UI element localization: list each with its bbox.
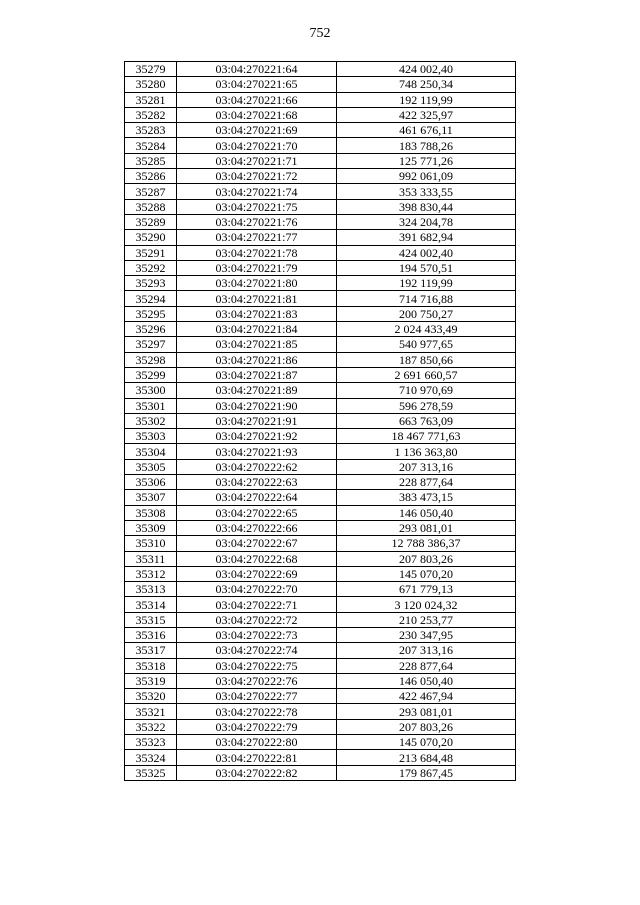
row-number-cell: 35322 (125, 719, 177, 734)
cadastral-number-cell: 03:04:270222:80 (177, 735, 337, 750)
cadastral-number-cell: 03:04:270222:63 (177, 475, 337, 490)
row-number-cell: 35298 (125, 352, 177, 367)
value-cell: 146 050,40 (337, 505, 516, 520)
cadastral-number-cell: 03:04:270221:87 (177, 367, 337, 382)
table-row (125, 62, 516, 77)
row-number-cell: 35316 (125, 627, 177, 642)
value-cell: 18 467 771,63 (337, 429, 516, 444)
cadastral-number-cell: 03:04:270221:66 (177, 92, 337, 107)
table-row (125, 750, 516, 765)
cadastral-number-cell: 03:04:270221:79 (177, 260, 337, 275)
cadastral-number-cell: 03:04:270221:64 (177, 62, 337, 77)
row-number-cell: 35317 (125, 643, 177, 658)
table-row (125, 184, 516, 199)
cadastral-number-cell: 03:04:270222:81 (177, 750, 337, 765)
cadastral-number-cell: 03:04:270222:68 (177, 551, 337, 566)
table-row (125, 413, 516, 428)
row-number-cell: 35297 (125, 337, 177, 352)
row-number-cell: 35292 (125, 260, 177, 275)
row-number-cell: 35325 (125, 765, 177, 780)
value-cell: 230 347,95 (337, 627, 516, 642)
cadastral-number-cell: 03:04:270221:71 (177, 153, 337, 168)
cadastral-number-cell: 03:04:270221:91 (177, 413, 337, 428)
value-cell: 353 333,55 (337, 184, 516, 199)
cadastral-number-cell: 03:04:270222:70 (177, 582, 337, 597)
cadastral-number-cell: 03:04:270221:86 (177, 352, 337, 367)
table-row (125, 612, 516, 627)
table-row (125, 153, 516, 168)
cadastral-number-cell: 03:04:270221:65 (177, 77, 337, 92)
cadastral-number-cell: 03:04:270222:71 (177, 597, 337, 612)
value-cell: 992 061,09 (337, 169, 516, 184)
cadastral-number-cell: 03:04:270221:74 (177, 184, 337, 199)
cadastral-number-cell: 03:04:270221:90 (177, 398, 337, 413)
value-cell: 422 467,94 (337, 689, 516, 704)
cadastral-number-cell: 03:04:270222:64 (177, 490, 337, 505)
value-cell: 12 788 386,37 (337, 536, 516, 551)
table-row (125, 520, 516, 535)
row-number-cell: 35318 (125, 658, 177, 673)
table-row (125, 92, 516, 107)
cadastral-number-cell: 03:04:270221:76 (177, 214, 337, 229)
row-number-cell: 35307 (125, 490, 177, 505)
row-number-cell: 35282 (125, 107, 177, 122)
value-cell: 324 204,78 (337, 214, 516, 229)
value-cell: 2 024 433,49 (337, 322, 516, 337)
row-number-cell: 35283 (125, 123, 177, 138)
cadastral-number-cell: 03:04:270222:69 (177, 566, 337, 581)
cadastral-number-cell: 03:04:270222:72 (177, 612, 337, 627)
table-row (125, 199, 516, 214)
value-cell: 194 570,51 (337, 260, 516, 275)
value-cell: 145 070,20 (337, 735, 516, 750)
value-cell: 710 970,69 (337, 383, 516, 398)
value-cell: 714 716,88 (337, 291, 516, 306)
cadastral-number-cell: 03:04:270221:80 (177, 276, 337, 291)
row-number-cell: 35305 (125, 459, 177, 474)
value-cell: 192 119,99 (337, 276, 516, 291)
value-cell: 228 877,64 (337, 475, 516, 490)
table-row (125, 260, 516, 275)
cadastral-number-cell: 03:04:270221:93 (177, 444, 337, 459)
value-cell: 179 867,45 (337, 765, 516, 780)
cadastral-number-cell: 03:04:270221:84 (177, 322, 337, 337)
value-cell: 207 803,26 (337, 719, 516, 734)
row-number-cell: 35286 (125, 169, 177, 184)
table-row (125, 566, 516, 581)
value-cell: 200 750,27 (337, 306, 516, 321)
cadastral-number-cell: 03:04:270222:73 (177, 627, 337, 642)
value-cell: 422 325,97 (337, 107, 516, 122)
cadastral-table (124, 61, 516, 781)
row-number-cell: 35294 (125, 291, 177, 306)
value-cell: 207 313,16 (337, 643, 516, 658)
row-number-cell: 35290 (125, 230, 177, 245)
row-number-cell: 35324 (125, 750, 177, 765)
row-number-cell: 35280 (125, 77, 177, 92)
value-cell: 293 081,01 (337, 520, 516, 535)
cadastral-number-cell: 03:04:270222:76 (177, 673, 337, 688)
row-number-cell: 35291 (125, 245, 177, 260)
table-row (125, 673, 516, 688)
value-cell: 1 136 363,80 (337, 444, 516, 459)
value-cell: 398 830,44 (337, 199, 516, 214)
value-cell: 424 002,40 (337, 245, 516, 260)
row-number-cell: 35279 (125, 62, 177, 77)
row-number-cell: 35296 (125, 322, 177, 337)
row-number-cell: 35315 (125, 612, 177, 627)
row-number-cell: 35295 (125, 306, 177, 321)
table-row (125, 107, 516, 122)
value-cell: 671 779,13 (337, 582, 516, 597)
row-number-cell: 35314 (125, 597, 177, 612)
table-row (125, 322, 516, 337)
table-row (125, 765, 516, 780)
value-cell: 145 070,20 (337, 566, 516, 581)
table-body (125, 62, 516, 781)
row-number-cell: 35285 (125, 153, 177, 168)
table-row (125, 551, 516, 566)
value-cell: 596 278,59 (337, 398, 516, 413)
table-row (125, 643, 516, 658)
table-row (125, 245, 516, 260)
value-cell: 461 676,11 (337, 123, 516, 138)
cadastral-number-cell: 03:04:270221:72 (177, 169, 337, 184)
cadastral-number-cell: 03:04:270222:74 (177, 643, 337, 658)
value-cell: 293 081,01 (337, 704, 516, 719)
cadastral-number-cell: 03:04:270221:75 (177, 199, 337, 214)
value-cell: 540 977,65 (337, 337, 516, 352)
row-number-cell: 35288 (125, 199, 177, 214)
cadastral-number-cell: 03:04:270221:92 (177, 429, 337, 444)
cadastral-number-cell: 03:04:270221:78 (177, 245, 337, 260)
table-row (125, 429, 516, 444)
table-row (125, 689, 516, 704)
table-row (125, 475, 516, 490)
value-cell: 183 788,26 (337, 138, 516, 153)
row-number-cell: 35293 (125, 276, 177, 291)
cadastral-number-cell: 03:04:270222:82 (177, 765, 337, 780)
table-row (125, 735, 516, 750)
cadastral-number-cell: 03:04:270221:85 (177, 337, 337, 352)
row-number-cell: 35302 (125, 413, 177, 428)
row-number-cell: 35319 (125, 673, 177, 688)
value-cell: 146 050,40 (337, 673, 516, 688)
cadastral-number-cell: 03:04:270221:81 (177, 291, 337, 306)
row-number-cell: 35287 (125, 184, 177, 199)
value-cell: 2 691 660,57 (337, 367, 516, 382)
value-cell: 228 877,64 (337, 658, 516, 673)
row-number-cell: 35310 (125, 536, 177, 551)
table-row (125, 352, 516, 367)
row-number-cell: 35300 (125, 383, 177, 398)
value-cell: 748 250,34 (337, 77, 516, 92)
row-number-cell: 35304 (125, 444, 177, 459)
value-cell: 210 253,77 (337, 612, 516, 627)
table-row (125, 444, 516, 459)
table-row (125, 138, 516, 153)
cadastral-number-cell: 03:04:270222:75 (177, 658, 337, 673)
table-row (125, 719, 516, 734)
value-cell: 192 119,99 (337, 92, 516, 107)
row-number-cell: 35308 (125, 505, 177, 520)
value-cell: 383 473,15 (337, 490, 516, 505)
table-row (125, 398, 516, 413)
value-cell: 125 771,26 (337, 153, 516, 168)
row-number-cell: 35312 (125, 566, 177, 581)
table-row (125, 291, 516, 306)
table-row (125, 627, 516, 642)
row-number-cell: 35289 (125, 214, 177, 229)
row-number-cell: 35281 (125, 92, 177, 107)
row-number-cell: 35299 (125, 367, 177, 382)
cadastral-number-cell: 03:04:270222:78 (177, 704, 337, 719)
value-cell: 3 120 024,32 (337, 597, 516, 612)
row-number-cell: 35311 (125, 551, 177, 566)
table-row (125, 367, 516, 382)
cadastral-number-cell: 03:04:270222:62 (177, 459, 337, 474)
table-row (125, 704, 516, 719)
row-number-cell: 35321 (125, 704, 177, 719)
table-row (125, 536, 516, 551)
row-number-cell: 35323 (125, 735, 177, 750)
table-row (125, 276, 516, 291)
table-row (125, 658, 516, 673)
cadastral-number-cell: 03:04:270221:68 (177, 107, 337, 122)
table-row (125, 597, 516, 612)
cadastral-number-cell: 03:04:270222:65 (177, 505, 337, 520)
table-row (125, 306, 516, 321)
cadastral-number-cell: 03:04:270222:67 (177, 536, 337, 551)
table-row (125, 383, 516, 398)
row-number-cell: 35320 (125, 689, 177, 704)
table-row (125, 77, 516, 92)
cadastral-number-cell: 03:04:270221:69 (177, 123, 337, 138)
cadastral-number-cell: 03:04:270222:79 (177, 719, 337, 734)
table-row (125, 490, 516, 505)
table-row (125, 123, 516, 138)
page-number: 752 (309, 26, 331, 41)
table-row (125, 337, 516, 352)
row-number-cell: 35306 (125, 475, 177, 490)
value-cell: 207 313,16 (337, 459, 516, 474)
row-number-cell: 35301 (125, 398, 177, 413)
table-row (125, 459, 516, 474)
table-row (125, 505, 516, 520)
row-number-cell: 35309 (125, 520, 177, 535)
value-cell: 663 763,09 (337, 413, 516, 428)
table-row (125, 230, 516, 245)
value-cell: 391 682,94 (337, 230, 516, 245)
cadastral-number-cell: 03:04:270221:70 (177, 138, 337, 153)
table-row (125, 169, 516, 184)
cadastral-number-cell: 03:04:270221:83 (177, 306, 337, 321)
table-row (125, 214, 516, 229)
row-number-cell: 35303 (125, 429, 177, 444)
row-number-cell: 35284 (125, 138, 177, 153)
table-row (125, 582, 516, 597)
cadastral-number-cell: 03:04:270222:66 (177, 520, 337, 535)
cadastral-number-cell: 03:04:270222:77 (177, 689, 337, 704)
value-cell: 424 002,40 (337, 62, 516, 77)
value-cell: 207 803,26 (337, 551, 516, 566)
cadastral-number-cell: 03:04:270221:89 (177, 383, 337, 398)
value-cell: 187 850,66 (337, 352, 516, 367)
value-cell: 213 684,48 (337, 750, 516, 765)
cadastral-number-cell: 03:04:270221:77 (177, 230, 337, 245)
row-number-cell: 35313 (125, 582, 177, 597)
